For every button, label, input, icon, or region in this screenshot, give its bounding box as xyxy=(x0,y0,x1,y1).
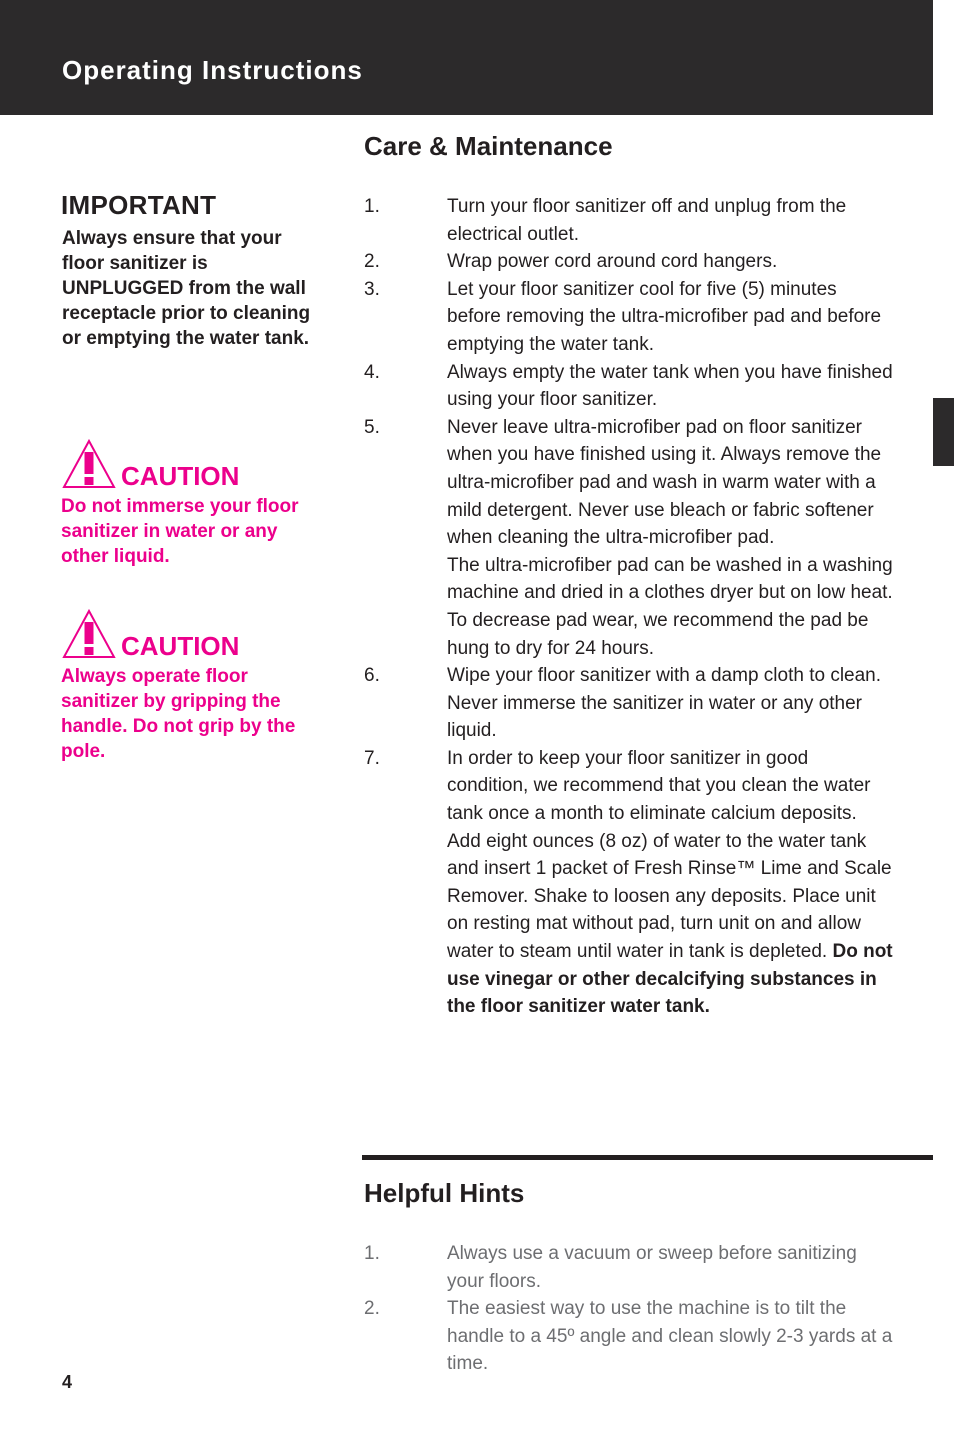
list-item xyxy=(364,1295,894,1378)
item-text: Always use a vacuum or sweep before sanitizing your floors. xyxy=(447,1243,857,1292)
item-text: Turn your floor sanitizer off and unplug from the electrical outlet. xyxy=(447,196,847,245)
item-text: Wipe your floor sanitizer with a damp cloth to clean. Never immerse the sanitizer in water or any other liquid. xyxy=(447,665,882,742)
caution-label: CAUTION xyxy=(121,631,240,661)
item-text xyxy=(447,745,894,1021)
care-maintenance-list xyxy=(364,193,894,1021)
helpful-hints-list xyxy=(364,1240,894,1378)
page-number: 4 xyxy=(62,1372,73,1392)
caution-block-grip xyxy=(61,606,311,764)
item-number: 7. xyxy=(364,747,380,769)
important-text-before: Always ensure that your floor sanitizer is xyxy=(62,228,282,274)
item-regular-text: In order to keep your floor sanitizer in good condition, we recommend that you clean the water tank once a month to eliminate calcium deposits. Add eight ounces (8 oz) of water to the water tank and insert 1 packet of Fresh Rinse™ Lime and Scale Remover. Shake to loosen any deposits. Place unit on resting mat without pad, turn unit on and allow water to steam until water in tank is depleted. xyxy=(447,747,892,963)
helpful-hints-title: Helpful Hints xyxy=(364,1178,525,1208)
list-item xyxy=(364,414,894,662)
important-emphasis: UNPLUGGED xyxy=(62,278,184,299)
item-text xyxy=(447,414,894,662)
item-paragraph: To decrease pad wear, we recommend the pad be hung to dry for 24 hours. xyxy=(447,609,869,659)
list-item xyxy=(364,662,894,745)
caution-label: CAUTION xyxy=(121,461,240,491)
item-text: The easiest way to use the machine is to tilt the handle to a 45º angle and clean slowly 2-3 yards at a time. xyxy=(447,1298,893,1375)
section-divider xyxy=(362,1155,933,1160)
list-item xyxy=(364,1240,894,1295)
item-number: 2. xyxy=(364,251,380,273)
important-heading: IMPORTANT xyxy=(61,190,217,220)
page-header xyxy=(0,0,933,115)
item-number: 2. xyxy=(364,1298,380,1320)
care-maintenance-title: Care & Maintenance xyxy=(364,131,613,161)
list-item xyxy=(364,359,894,414)
item-text: Always empty the water tank when you have finished using your floor sanitizer. xyxy=(447,361,893,411)
important-text-after: from the wall receptacle prior to cleaning or emptying the water tank. xyxy=(62,278,311,349)
list-item xyxy=(364,248,894,276)
item-number: 1. xyxy=(364,1243,380,1264)
item-number: 5. xyxy=(364,416,380,438)
important-text xyxy=(62,226,317,351)
item-number: 6. xyxy=(364,665,380,687)
caution-text: Do not immerse your floor sanitizer in water or any other liquid. xyxy=(61,496,299,567)
caution-text: Always operate floor sanitizer by gripping the handle. Do not grip by the pole. xyxy=(61,666,296,762)
caution-block-immerse xyxy=(61,436,311,569)
item-number: 1. xyxy=(364,196,380,217)
warning-triangle-icon xyxy=(61,608,117,660)
side-tab-marker xyxy=(933,398,954,466)
list-item xyxy=(364,745,894,1021)
warning-triangle-icon xyxy=(61,438,117,490)
item-paragraph: Never leave ultra-microfiber pad on floor sanitizer when you have finished using it. Always remove the ultra-microfiber pad and wash in warm water with a mild detergent. Never use bleach or fabric softener when cleaning the ultra-microfiber pad. xyxy=(447,416,882,549)
item-paragraph: The ultra-microfiber pad can be washed in a washing machine and dried in a clothes dryer but on low heat. xyxy=(447,554,893,604)
item-text: Let your floor sanitizer cool for five (5) minutes before removing the ultra-microfiber pad and before emptying the water tank. xyxy=(447,278,882,355)
item-text: Wrap power cord around cord hangers. xyxy=(447,251,778,273)
item-bold-warning: Do not use vinegar or other decalcifying substances in the floor sanitizer water tank. xyxy=(447,941,893,1018)
header-title: Operating Instructions xyxy=(62,55,363,85)
list-item xyxy=(364,276,894,359)
item-number: 4. xyxy=(364,361,380,383)
list-item xyxy=(364,193,894,248)
item-number: 3. xyxy=(364,278,380,300)
